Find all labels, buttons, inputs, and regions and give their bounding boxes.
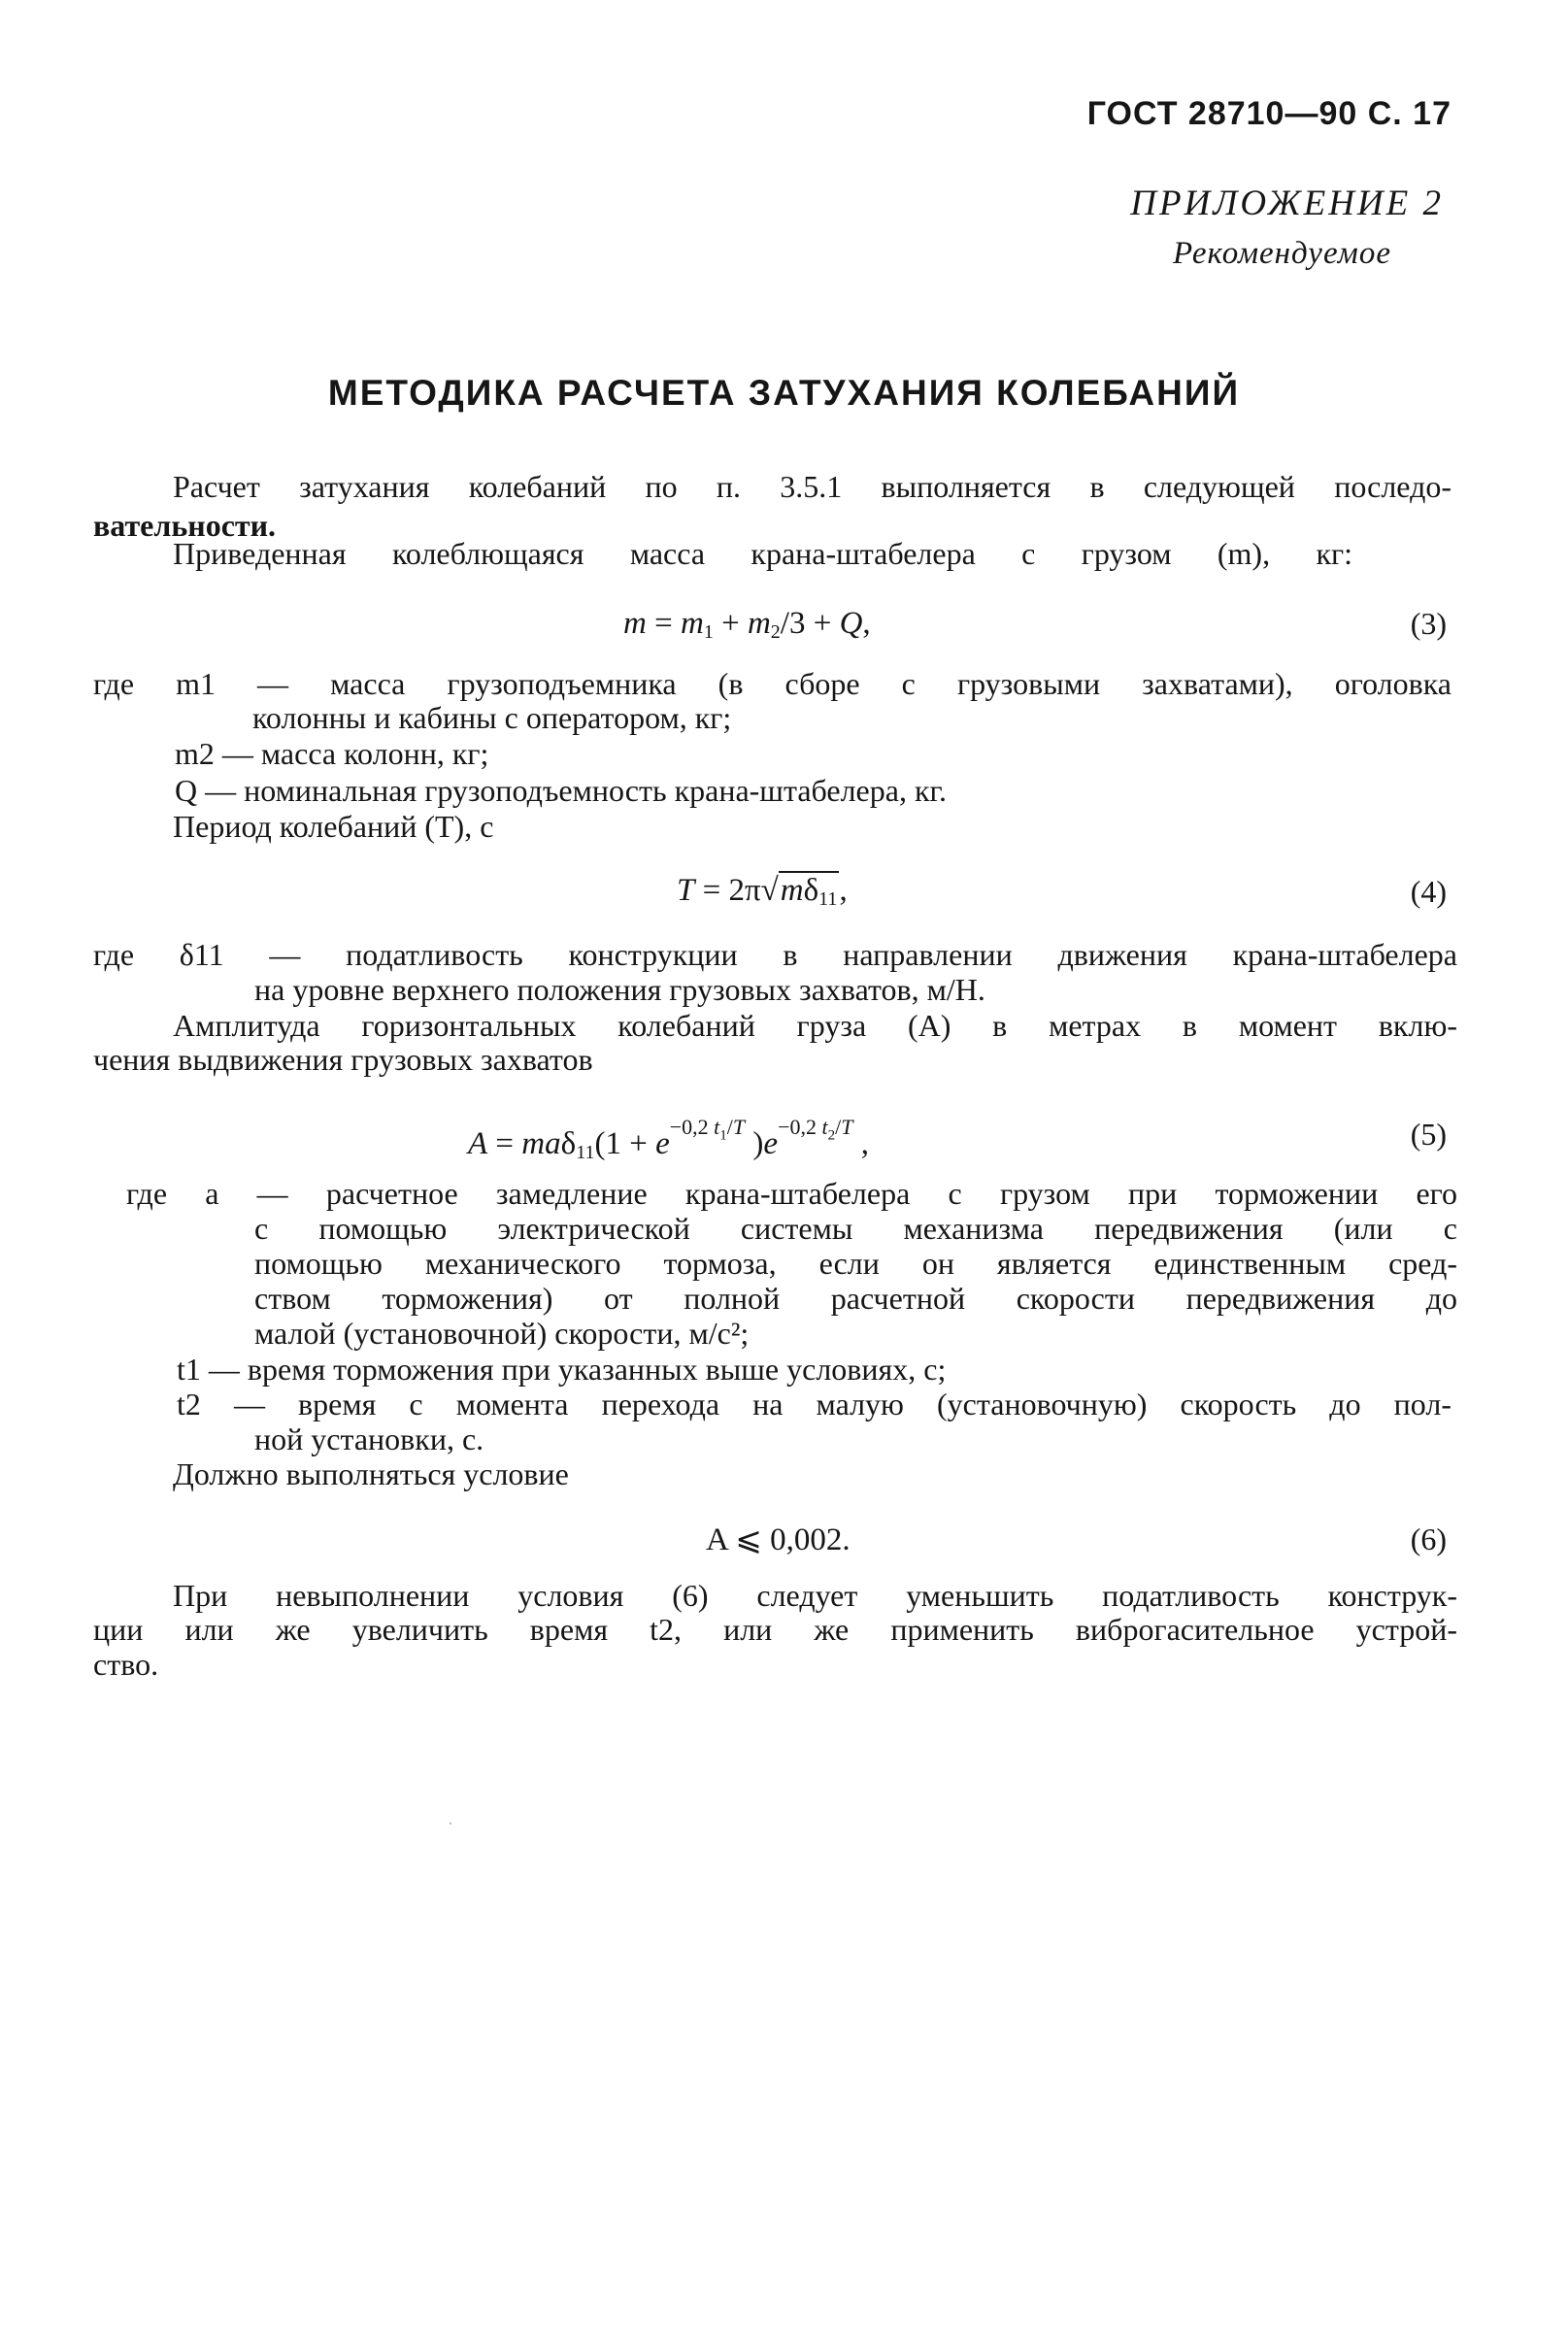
definition-m2: m2 — масса колонн, кг; bbox=[175, 736, 489, 771]
equation-number-3: (3) bbox=[1410, 606, 1447, 641]
definition-t2-cont: ной установки, с. bbox=[254, 1421, 484, 1456]
period-intro: Период колебаний (T), с bbox=[173, 809, 494, 844]
definition-a-cont: малой (установочной) скорости, м/с²; bbox=[254, 1316, 750, 1351]
intro-line: Расчет затухания колебаний по п. 3.5.1 выполняется в следующей последо- bbox=[173, 469, 1451, 504]
equation-number-6: (6) bbox=[1410, 1522, 1447, 1556]
formula-3: $m = m_1 + m_2/3 + Q$, bbox=[623, 606, 871, 643]
definition-a-cont: помощью механического тормоза, если он является единственным сред- bbox=[254, 1246, 1457, 1281]
definition-delta: где δ11 — податливость конструкции в направлении движения крана-штабелера bbox=[93, 937, 1457, 972]
amplitude-intro: Амплитуда горизонтальных колебаний груза (A) в метрах в момент вклю- bbox=[173, 1008, 1457, 1043]
definition-m1: где m1 — масса грузоподъемника (в сборе с грузовыми захватами), оголовка bbox=[93, 666, 1451, 701]
definition-delta-cont: на уровне верхнего положения грузовых захватов, м/Н. bbox=[254, 972, 985, 1007]
appendix-label: ПРИЛОЖЕНИЕ 2 bbox=[1130, 184, 1444, 223]
definition-a-cont: с помощью электрической системы механизма передвижения (или с bbox=[254, 1211, 1457, 1246]
definition-t1: t1 — время торможения при указанных выше условиях, с; bbox=[177, 1352, 947, 1387]
equation-number-4: (4) bbox=[1410, 874, 1447, 909]
definition-q: Q — номинальная грузоподъемность крана-штабелера, кг. bbox=[175, 773, 948, 808]
appendix-status: Рекомендуемое bbox=[1172, 236, 1391, 271]
formula-6: A ⩽ 0,002. bbox=[706, 1522, 851, 1557]
formula-4: $T = 2\pi√m\delta_{11}$, bbox=[677, 873, 848, 910]
closing-line: ции или же увеличить время t2, или же применить виброгасительное устрой- bbox=[93, 1612, 1457, 1647]
page-title: МЕТОДИКА РАСЧЕТА ЗАТУХАНИЯ КОЛЕБАНИЙ bbox=[327, 373, 1241, 413]
condition-intro: Должно выполняться условие bbox=[173, 1456, 569, 1491]
amplitude-intro-cont: чения выдвижения грузовых захватов bbox=[93, 1042, 593, 1077]
equation-number-5: (5) bbox=[1410, 1117, 1447, 1152]
closing-line: При невыполнении условия (6) следует уменьшить податливость конструк- bbox=[173, 1578, 1457, 1613]
definition-a-cont: ством торможения) от полной расчетной скорости передвижения до bbox=[254, 1281, 1457, 1316]
definition-m1-cont: колонны и кабины с оператором, кг; bbox=[252, 700, 732, 735]
scan-speck bbox=[450, 1823, 451, 1824]
closing-line: ство. bbox=[93, 1647, 159, 1682]
intro-line: вательности. bbox=[93, 508, 277, 543]
formula-5: $A = ma\delta_{11}(1 + e^{-0,2 t_1/T}$ )$e^{-0,2 t_2/T}$ , bbox=[468, 1115, 869, 1163]
standard-page-header: ГОСТ 28710—90 С. 17 bbox=[1086, 95, 1451, 132]
definition-t2: t2 — время с момента перехода на малую (установочную) скорость до пол- bbox=[177, 1387, 1451, 1421]
mass-intro: Приведенная колеблющаяся масса крана-штабелера с грузом (m), кг: bbox=[173, 536, 1352, 571]
definition-a: где a — расчетное замедление крана-штабелера с грузом при торможении его bbox=[126, 1176, 1457, 1211]
